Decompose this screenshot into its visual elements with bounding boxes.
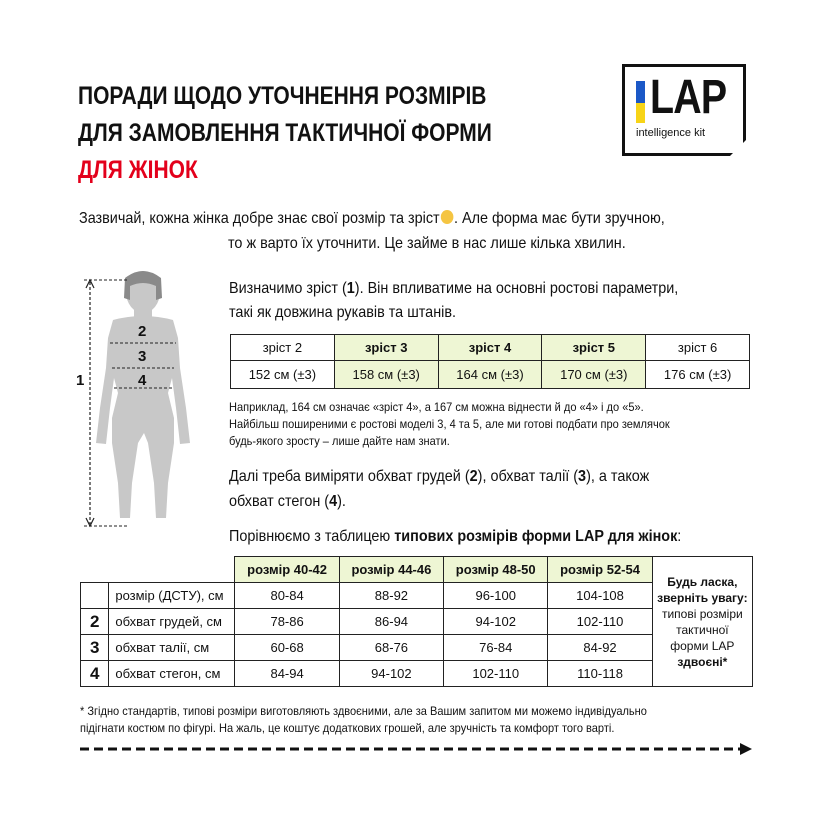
figure-label-2: 2 <box>138 323 147 340</box>
size-header-cell: розмір 48-50 <box>444 557 548 583</box>
measure-text-2c: ). <box>337 493 346 510</box>
height-header-cell: зріст 2 <box>231 335 335 361</box>
compare-text-a: Порівнюємо з таблицею <box>229 528 395 545</box>
dashed-arrow-icon <box>78 741 756 757</box>
height-note-1: Наприклад, 164 см означає «зріст 4», а 167 см можна віднести й до «4» і до «5». <box>229 400 644 414</box>
note-line: форми LAP <box>670 638 735 653</box>
figure-label-3: 3 <box>138 348 147 365</box>
measure-text-a: Далі треба виміряти обхват грудей ( <box>229 468 470 485</box>
row-label: обхват талії, см <box>109 635 235 661</box>
size-value-cell: 104-108 <box>548 583 652 609</box>
measure-text-c: ), обхват талії ( <box>477 468 579 485</box>
height-header-cell: зріст 5 <box>542 335 646 361</box>
size-value-cell: 84-92 <box>548 635 652 661</box>
size-value-cell: 76-84 <box>444 635 548 661</box>
size-value-cell: 78-86 <box>235 609 339 635</box>
empty-corner <box>81 557 109 583</box>
size-value-cell: 102-110 <box>444 661 548 687</box>
height-value-cell: 170 см (±3) <box>542 361 646 389</box>
measure-text-e: ), а також <box>586 468 650 485</box>
size-header-cell: розмір 52-54 <box>548 557 652 583</box>
lap-logo <box>622 64 746 156</box>
height-text-a: Визначимо зріст ( <box>229 280 347 297</box>
measure-ref-2: 2 <box>469 468 478 485</box>
height-value-cell: 176 см (±3) <box>646 361 750 389</box>
table-row <box>81 635 753 661</box>
size-value-cell: 110-118 <box>548 661 652 687</box>
measure-ref-4: 4 <box>329 493 338 510</box>
figure-label-1: 1 <box>76 372 85 389</box>
title-line-2: ДЛЯ ЗАМОВЛЕННЯ ТАКТИЧНОЇ ФОРМИ <box>78 119 492 147</box>
height-value-cell: 164 см (±3) <box>438 361 542 389</box>
intro-line-1 <box>79 207 665 231</box>
size-header-cell: розмір 40-42 <box>235 557 339 583</box>
logo-corner-cut <box>730 140 746 156</box>
size-value-cell: 88-92 <box>339 583 443 609</box>
logo-subtitle: intelligence kit <box>636 127 706 139</box>
height-note-3: будь-якого зросту – лише дайте нам знати. <box>229 434 450 448</box>
compare-text-c: : <box>677 528 682 545</box>
note-line: Будь ласка, <box>667 574 738 589</box>
row-label: розмір (ДСТУ), см <box>109 583 235 609</box>
row-label: обхват грудей, см <box>109 609 235 635</box>
wink-emoji-icon <box>441 210 454 224</box>
size-value-cell: 94-102 <box>444 609 548 635</box>
intro-text-b: . Але форма має бути зручною, <box>454 210 665 227</box>
measure-ref-3: 3 <box>578 468 587 485</box>
height-text-c: ). Він впливатиме на основні ростові параметри, <box>354 280 679 297</box>
compare-text-b: типових розмірів форми LAP для жінок <box>394 528 678 545</box>
logo-text: LAP <box>650 71 727 124</box>
size-value-cell: 86-94 <box>339 609 443 635</box>
table-row <box>81 661 753 687</box>
height-note-2: Найбільш поширеними є ростові моделі 3, 4 та 5, але ми готові подбати про землячок <box>229 417 670 431</box>
size-value-cell: 84-94 <box>235 661 339 687</box>
female-figure-illustration <box>68 268 198 530</box>
measure-text-2a: обхват стегон ( <box>229 493 330 510</box>
height-ref-1: 1 <box>346 280 355 297</box>
row-label: обхват стегон, см <box>109 661 235 687</box>
row-number: 2 <box>81 609 109 635</box>
size-value-cell: 80-84 <box>235 583 339 609</box>
size-value-cell: 94-102 <box>339 661 443 687</box>
height-table <box>230 334 750 389</box>
size-value-cell: 60-68 <box>235 635 339 661</box>
height-line-2: такі як довжина рукавів та штанів. <box>229 304 456 321</box>
title-line-3: ДЛЯ ЖІНОК <box>78 156 198 184</box>
measure-line-2 <box>229 490 346 514</box>
flag-blue-stripe <box>636 81 645 103</box>
compare-line <box>229 525 681 549</box>
note-line: здвоєні* <box>677 654 728 669</box>
note-line: тактичної <box>676 622 729 637</box>
table-row <box>81 583 753 609</box>
figure-label-4: 4 <box>138 372 147 389</box>
height-header-cell: зріст 4 <box>438 335 542 361</box>
row-number: 3 <box>81 635 109 661</box>
doubled-sizes-note <box>652 557 752 687</box>
table-row <box>81 609 753 635</box>
height-line-1 <box>229 277 678 301</box>
row-number <box>81 583 109 609</box>
note-line: типові розміри <box>661 606 743 621</box>
height-value-cell: 158 см (±3) <box>334 361 438 389</box>
size-table-header-row <box>81 557 753 583</box>
footnote-line-1: * Згідно стандартів, типові розміри виготовляють здвоєними, але за Вашим запитом ми можемо індивідуально <box>80 704 647 718</box>
height-table-header-row <box>231 335 750 361</box>
measure-line-1 <box>229 465 649 489</box>
size-table <box>80 556 753 687</box>
intro-text-a: Зазвичай, кожна жінка добре знає свої розмір та зріст <box>79 210 440 227</box>
height-table-value-row <box>231 361 750 389</box>
footnote-line-2: підігнати костюм по фігурі. На жаль, це коштує додаткових грошей, але зручність та комфорт того варті. <box>80 721 615 735</box>
empty-corner <box>109 557 235 583</box>
flag-yellow-stripe <box>636 103 645 123</box>
height-value-cell: 152 см (±3) <box>231 361 335 389</box>
title-line-1: ПОРАДИ ЩОДО УТОЧНЕННЯ РОЗМІРІВ <box>78 82 487 110</box>
size-value-cell: 96-100 <box>444 583 548 609</box>
note-line: зверніть увагу: <box>657 590 748 605</box>
size-value-cell: 68-76 <box>339 635 443 661</box>
height-header-cell: зріст 6 <box>646 335 750 361</box>
height-header-cell: зріст 3 <box>334 335 438 361</box>
row-number: 4 <box>81 661 109 687</box>
size-header-cell: розмір 44-46 <box>339 557 443 583</box>
intro-line-2: то ж варто їх уточнити. Це займе в нас лише кілька хвилин. <box>228 235 626 252</box>
size-value-cell: 102-110 <box>548 609 652 635</box>
